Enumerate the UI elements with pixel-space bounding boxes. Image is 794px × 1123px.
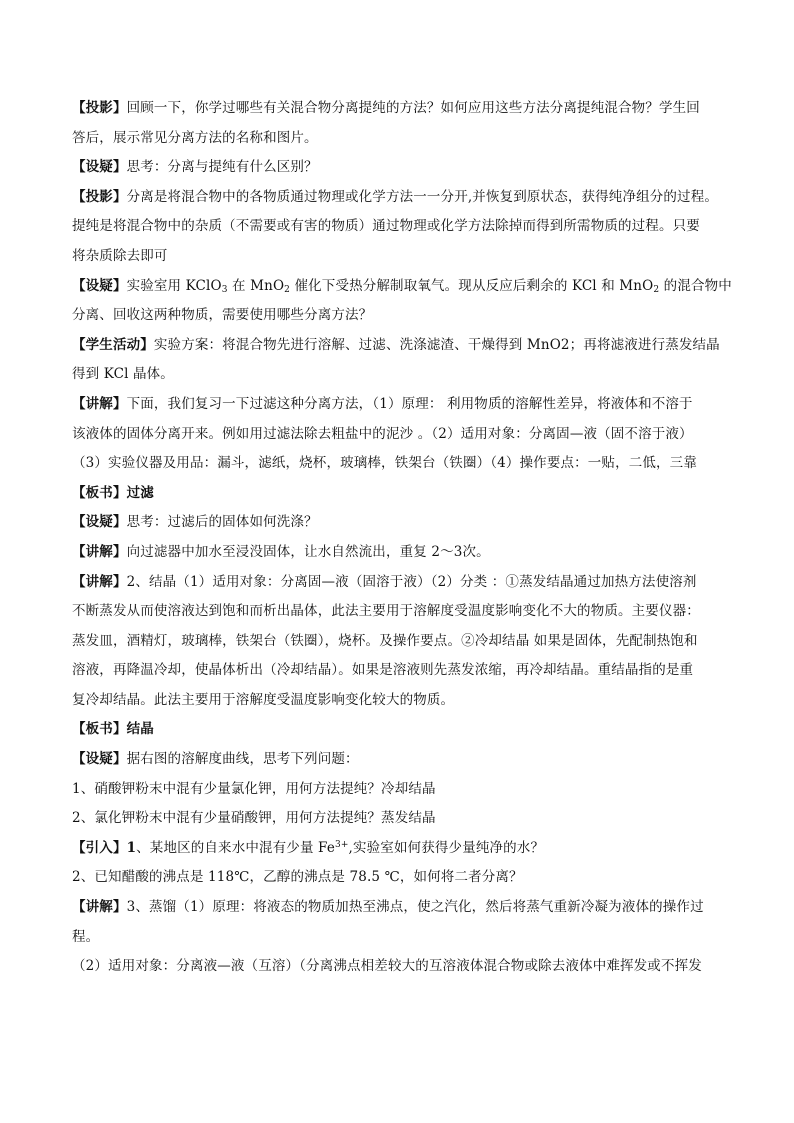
section-tag: 【设疑】 [72,159,127,176]
text-run: 分离是将混合物中的各物质通过物理或化学方法一一分开,并恢复到原状态，获得纯净组分的过程。 [126,188,718,205]
text-run: 分离、回收这两种物质，需要使用哪些分离方法？ [72,307,373,324]
text-line [72,745,724,775]
text-run: 溶液，再降温冷却，使晶体析出（冷却结晶）。如果是溶液则先蒸发浓缩，再冷却结晶。重结晶指的是重 [72,662,694,679]
section-tag: 【讲解】 [72,899,127,916]
text-line [72,331,724,361]
text-run: 程。 [72,928,100,945]
text-line [72,952,724,982]
text-line [72,449,724,479]
section-tag: 【投影】 [72,100,127,116]
section-tag: 【讲解】 [72,395,127,412]
text-line [72,834,724,864]
text-line [72,479,724,509]
section-tag: 【设疑】 [72,514,127,531]
text-run: 将杂质除去即可 [72,247,168,264]
text-line [72,183,724,213]
bold-text: 过滤 [126,484,154,501]
text-line [72,804,724,834]
bold-text: 1 [126,839,137,856]
text-run: 思考：过滤后的固体如何洗涤？ [126,514,318,531]
text-run: 下面，我们复习一下过滤这种分离方法，（1）原理： 利用物质的溶解性差异，将液体和不溶于 [126,395,693,412]
text-run: 在 MnO [227,277,285,294]
section-tag: 【板书】 [72,484,127,501]
text-run: 答后，展示常见分离方法的名称和图片。 [72,129,318,146]
document-body [72,94,732,982]
text-line [72,538,724,568]
text-line [72,627,724,657]
text-line [72,360,724,390]
text-line [72,301,724,331]
text-line [72,715,724,745]
text-run: 2、结晶（1）适用对象：分离固—液（固溶于液）（2）分类 ：①蒸发结晶通过加热方法使溶剂 [126,573,697,590]
section-tag: 【设疑】 [72,751,127,768]
text-line [72,242,724,272]
text-run: 蒸发皿，酒精灯，玻璃棒，铁架台（铁圈），烧杯。及操作要点。②冷却结晶 如果是固体，先配制热饱和 [72,632,698,649]
text-line [72,863,724,893]
text-run: 不断蒸发从而使溶液达到饱和而析出晶体，此法主要用于溶解度受温度影响变化不大的物质。主要仪器： [72,603,700,620]
bold-text: 结晶 [126,721,154,738]
text-line [72,686,724,716]
text-run: 该液体的固体分离开来。例如用过滤法除去粗盐中的泥沙 。（2）适用对象：分离固—液（固不溶于液） [72,425,693,442]
text-run: 回顾一下，你学过哪些有关混合物分离提纯的方法？如何应用这些方法分离提纯混合物？学生回 [126,100,700,116]
subscript: 2 [284,284,291,295]
text-run: 1、硝酸钾粉末中混有少量氯化钾，用何方法提纯？冷却结晶 [72,780,436,797]
text-run: 向过滤器中加水至浸没固体，让水自然流出，重复 2～3次。 [126,543,490,560]
text-line [72,390,724,420]
text-line [72,568,724,598]
text-line [72,212,724,242]
section-tag: 【讲解】 [72,573,127,590]
text-run: （3）实验仪器及用品：漏斗，滤纸，烧杯，玻璃棒，铁架台（铁圈）（4）操作要点：一贴，二低，三靠 [72,455,697,472]
section-tag: 【板书】 [72,721,127,738]
text-line [72,124,724,154]
text-run: 得到 KCl 晶体。 [72,366,174,383]
text-run: （2）适用对象：分离液—液（互溶）（分离沸点相差较大的互溶液体混合物或除去液体中难挥发或不挥发 [72,958,702,975]
text-line [72,272,732,302]
text-run: 据右图的溶解度曲线，思考下列问题： [126,751,359,768]
text-line [72,508,724,538]
text-run: 实验室用 KClO [126,277,222,294]
text-run: 2、氯化钾粉末中混有少量硝酸钾，用何方法提纯？蒸发结晶 [72,810,436,827]
section-tag: 【讲解】 [72,543,127,560]
text-run: 3、蒸馏（1）原理：将液态的物质加热至沸点，使之汽化，然后将蒸气重新冷凝为液体的操作过 [126,899,704,916]
text-run: 的混合物中 [659,277,732,294]
text-run: 思考：分离与提纯有什么区别？ [126,159,318,176]
section-tag: 【引入】 [72,839,127,856]
text-run: 复冷却结晶。此法主要用于溶解度受温度影响变化较大的物质。 [72,691,455,708]
text-run: 、某地区的自来水中混有少量 Fe [136,839,335,856]
text-line [72,893,724,923]
text-line [72,94,724,124]
text-run: ,实验室如何获得少量纯净的水？ [348,839,545,856]
superscript: 3+ [334,839,349,850]
text-run: 2、已知醋酸的沸点是 118℃，乙醇的沸点是 78.5 ℃，如何将二者分离？ [72,869,523,886]
text-line [72,420,724,450]
subscript: 2 [653,284,660,295]
text-run: 实验方案：将混合物先进行溶解、过滤、洗涤滤渣、干燥得到 MnO2；再将滤液进行蒸发结晶 [153,336,720,353]
text-line [72,656,724,686]
text-line [72,923,724,953]
section-tag: 【学生活动】 [72,336,154,353]
section-tag: 【投影】 [72,188,127,205]
text-run: 提纯是将混合物中的杂质（不需要或有害的物质）通过物理或化学方法除掉而得到所需物质的过程。只要 [72,218,700,235]
subscript: 3 [221,284,228,295]
text-line [72,597,724,627]
text-line [72,153,724,183]
text-run: 催化下受热分解制取氧气。现从反应后剩余的 KCl 和 MnO [290,277,654,294]
section-tag: 【设疑】 [72,277,127,294]
text-line [72,775,724,805]
